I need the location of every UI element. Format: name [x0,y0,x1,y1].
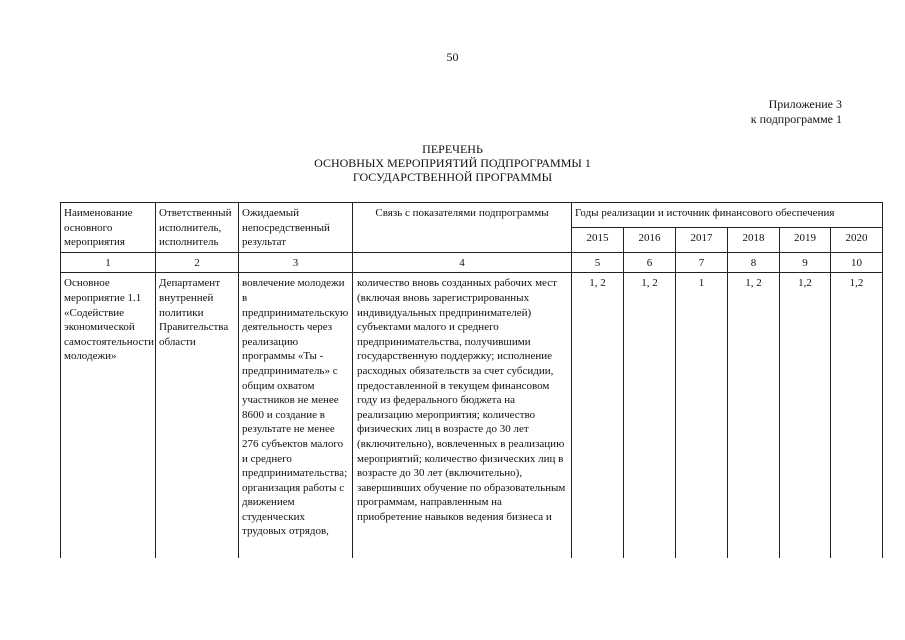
header-year: 2019 [780,227,831,252]
year-value-cell: 1, 2 [572,273,624,559]
header-link: Связь с показателями подпрограммы [353,203,572,253]
column-number: 3 [239,252,353,273]
title-line-2: ОСНОВНЫХ МЕРОПРИЯТИЙ ПОДПРОГРАММЫ 1 [314,156,591,170]
appendix-line-1: Приложение 3 [768,97,842,111]
expected-result-cell: вовлечение молодежи в предпринимательскую деятельность через реализацию программы «Ты - предприниматель» с общим охватом участников не менее 8600 и создание в результате не менее 276 субъектов малого и среднего предпринимательства; организация работы с движением студенческих трудовых отрядов, [239,273,353,559]
column-number: 1 [61,252,156,273]
column-number: 4 [353,252,572,273]
title-line-1: ПЕРЕЧЕНЬ [422,142,483,156]
header-year: 2017 [676,227,728,252]
header-year: 2018 [728,227,780,252]
table-row [61,273,883,559]
header-year: 2020 [831,227,883,252]
measures-table [60,202,883,558]
column-number: 9 [780,252,831,273]
year-value-cell: 1, 2 [624,273,676,559]
column-number: 7 [676,252,728,273]
header-year: 2015 [572,227,624,252]
appendix-reference [751,97,842,127]
measure-name-cell: Основное мероприятие 1.1 «Содействие экономической самостоятельности молодежи» [61,273,156,559]
header-name: Наименование основного мероприятия [61,203,156,253]
title-line-3: ГОСУДАРСТВЕННОЙ ПРОГРАММЫ [352,170,553,184]
header-year: 2016 [624,227,676,252]
responsible-cell: Департамент внутренней политики Правительства области [156,273,239,559]
column-number-row [61,252,883,273]
appendix-line-2: к подпрограмме 1 [750,112,842,126]
year-value-cell: 1 [676,273,728,559]
column-number: 6 [624,252,676,273]
indicator-link-cell: количество вновь созданных рабочих мест (включая вновь зарегистрированных индивидуальных предпринимателей) субъектами малого и среднего предпринимательства, получившими государственную поддержку; исполнение расходных обязательств за счет субсидии, предоставленной в текущем финансовом году из федерального бюджета на реализацию мероприятия; количество физических лиц в возрасте до 30 лет (включительно), вовлеченных в реализацию мероприятий; количество физических лиц в возрасте до 30 лет (включительно), завершивших обучение по образовательным программам, направленным на приобретение навыков ведения бизнеса и [353,273,572,559]
year-value-cell: 1,2 [780,273,831,559]
document-title [0,142,905,184]
page-number: 50 [446,50,459,64]
header-responsible: Ответственный исполнитель, исполнитель [156,203,239,253]
year-value-cell: 1, 2 [728,273,780,559]
year-value-cell: 1,2 [831,273,883,559]
column-number: 2 [156,252,239,273]
header-result: Ожидаемый непосредственный результат [239,203,353,253]
column-number: 5 [572,252,624,273]
header-row [61,203,883,228]
column-number: 8 [728,252,780,273]
column-number: 10 [831,252,883,273]
header-years-group: Годы реализации и источник финансового обеспечения [572,203,883,228]
